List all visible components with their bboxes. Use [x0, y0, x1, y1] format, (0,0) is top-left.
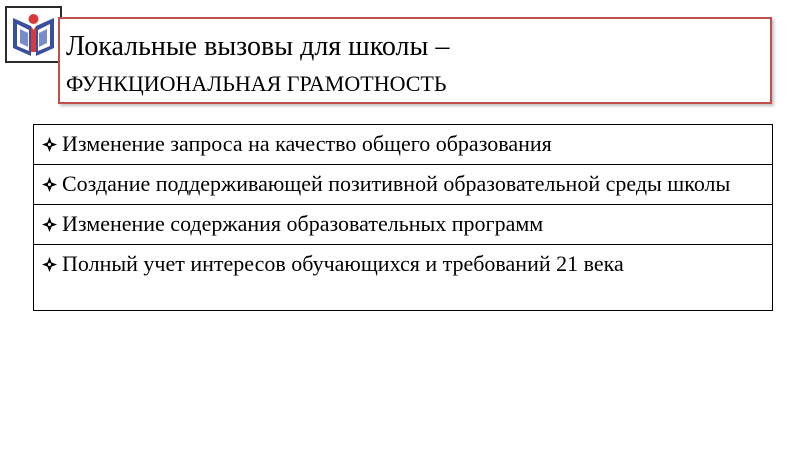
table-row [34, 245, 773, 311]
diamond-bullet-icon [42, 207, 62, 241]
challenges-table [33, 124, 773, 311]
table-cell [34, 165, 773, 205]
diamond-bullet-icon [42, 247, 62, 281]
table-row [34, 165, 773, 205]
table-row [34, 205, 773, 245]
list-item: Изменение содержания образовательных программ [62, 211, 544, 236]
list-item: Изменение запроса на качество общего образования [62, 131, 552, 156]
table-cell [34, 245, 773, 311]
table-cell [34, 205, 773, 245]
logo-icon [5, 6, 62, 63]
page-subtitle: ФУНКЦИОНАЛЬНАЯ ГРАМОТНОСТЬ [66, 71, 447, 96]
diamond-bullet-icon [42, 127, 62, 161]
logo-emblem [7, 8, 60, 61]
list-item: Создание поддерживающей позитивной образовательной среды школы [62, 171, 731, 196]
list-item: Полный учет интересов обучающихся и требований 21 века [62, 251, 624, 276]
page-title: Локальные вызовы для школы – [66, 31, 450, 62]
diamond-bullet-icon [42, 167, 62, 201]
table-cell [34, 125, 773, 165]
table-row [34, 125, 773, 165]
title-box [58, 17, 772, 104]
